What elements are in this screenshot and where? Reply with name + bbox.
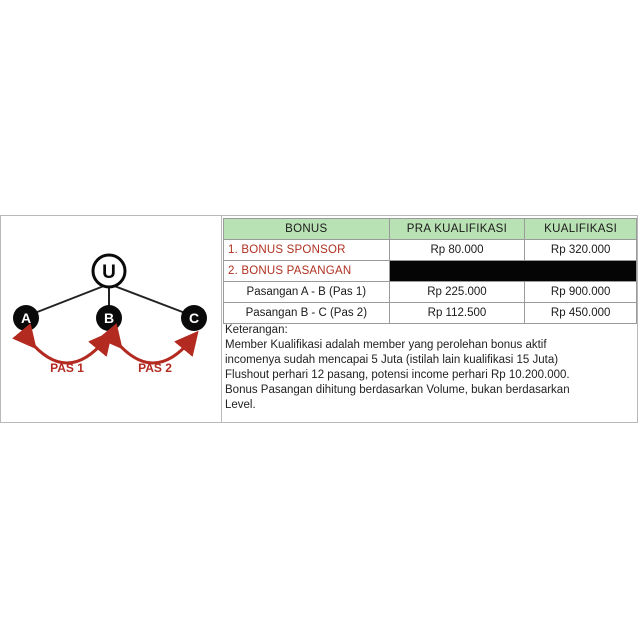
pair-1-label: PAS 1 (50, 361, 84, 375)
notes-line: Member Kualifikasi adalah member yang perolehan bonus aktif (225, 339, 547, 351)
tree-svg (1, 216, 222, 422)
node-c-label: C (188, 310, 200, 326)
row-kual-value: Rp 900.000 (525, 282, 637, 303)
header-bonus: BONUS (224, 219, 390, 240)
table-header-row (224, 219, 637, 240)
edge-u-c (109, 284, 193, 316)
pair-2-label: PAS 2 (138, 361, 172, 375)
notes-line: Bonus Pasangan dihitung berdasarkan Volume, bukan berdasarkan (225, 384, 570, 396)
header-kualifikasi: KUALIFIKASI (525, 219, 637, 240)
row-label: Pasangan B - C (Pas 2) (224, 303, 390, 324)
table-row (224, 261, 637, 282)
notes-title: Keterangan: (225, 324, 288, 336)
row-pra-value: Rp 225.000 (389, 282, 525, 303)
notes-line: Flushout perhari 12 pasang, potensi income perhari Rp 10.200.000. (225, 369, 570, 381)
pair-1-arrow (29, 340, 105, 363)
bonus-panel (0, 215, 638, 423)
binary-tree-diagram (1, 216, 222, 422)
row-kual-value: Rp 450.000 (525, 303, 637, 324)
redacted-bar (389, 261, 636, 282)
row-kual-value: Rp 320.000 (525, 240, 637, 261)
node-u-label: U (102, 262, 116, 283)
row-label: 2. BONUS PASANGAN (224, 261, 390, 282)
table-row (224, 303, 637, 324)
bonus-table (223, 218, 637, 324)
node-a-label: A (20, 310, 32, 326)
notes-line: incomenya sudah mencapai 5 Juta (istilah lain kualifikasi 15 Juta) (225, 354, 559, 366)
notes-line: Level. (225, 399, 256, 411)
edge-u-a (27, 284, 109, 316)
row-pra-value: Rp 112.500 (389, 303, 525, 324)
table-row (224, 240, 637, 261)
notes-block (225, 323, 635, 413)
row-label: 1. BONUS SPONSOR (224, 240, 390, 261)
header-pra-kualifikasi: PRA KUALIFIKASI (389, 219, 525, 240)
node-b-label: B (103, 310, 115, 326)
row-label: Pasangan A - B (Pas 1) (224, 282, 390, 303)
pair-2-arrow (115, 340, 191, 363)
table-row (224, 282, 637, 303)
row-pra-value: Rp 80.000 (389, 240, 525, 261)
